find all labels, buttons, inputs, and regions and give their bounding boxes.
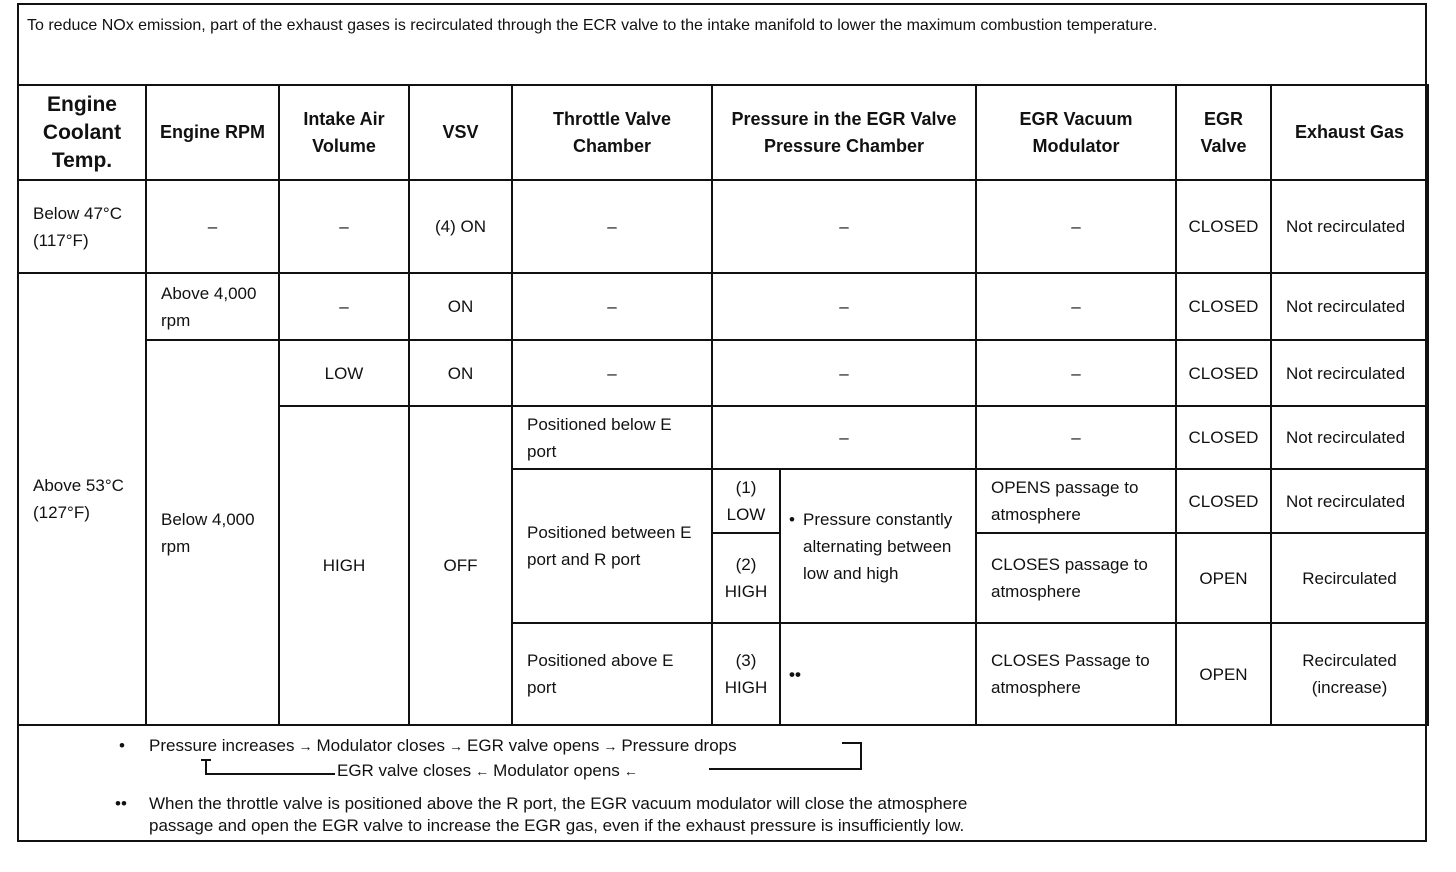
cell-exhaust: Not recirculated <box>1271 340 1428 406</box>
flow-step: EGR valve opens <box>467 736 600 755</box>
flow-step: Pressure drops <box>621 736 737 755</box>
cell-exhaust: Recirculated (increase) <box>1271 623 1428 725</box>
cell-modulator: – <box>976 406 1176 469</box>
bullet-mark: • <box>789 509 795 529</box>
cell-pressure: – <box>712 273 976 340</box>
cell-egr: CLOSED <box>1176 340 1271 406</box>
cell-pressure-note <box>780 469 976 623</box>
cell-modulator: – <box>976 180 1176 273</box>
cell-throttle: – <box>512 273 712 340</box>
header-vsv: VSV <box>409 85 512 180</box>
cell-pressure-code: (1) LOW <box>712 469 780 533</box>
cell-rpm: – <box>146 180 279 273</box>
header-modulator: EGR Vacuum Modulator <box>976 85 1176 180</box>
pressure-note-text: Pressure constantly alternating between low and high <box>803 509 953 583</box>
note2-line1: When the throttle valve is positioned above the R port, the EGR vacuum modulator will close the atmosphere <box>149 794 968 813</box>
cell-egr: CLOSED <box>1176 273 1271 340</box>
arrow-right-icon: → <box>449 738 464 754</box>
cell-throttle: – <box>512 340 712 406</box>
flow-step: EGR valve closes <box>337 761 472 780</box>
cell-pressure: – <box>712 406 976 469</box>
cell-egr: CLOSED <box>1176 180 1271 273</box>
cell-egr: OPEN <box>1176 533 1271 623</box>
cell-air: LOW <box>279 340 409 406</box>
cell-coolant: Below 47°C (117°F) <box>18 180 146 273</box>
flow-step: Modulator opens <box>493 761 620 780</box>
arrow-right-icon: → <box>298 738 313 754</box>
note2-line2: passage and open the EGR valve to increase the EGR gas, even if the exhaust pressure is insufficiently low. <box>149 816 965 835</box>
cell-exhaust: Not recirculated <box>1271 180 1428 273</box>
cell-vsv: (4) ON <box>409 180 512 273</box>
cell-exhaust: Not recirculated <box>1271 273 1428 340</box>
cell-air: – <box>279 180 409 273</box>
header-egr: EGR Valve <box>1176 85 1271 180</box>
cell-modulator: CLOSES passage to atmosphere <box>976 533 1176 623</box>
cell-rpm: Below 4,000 rpm <box>146 340 279 725</box>
table-row <box>18 340 1428 406</box>
header-air: Intake Air Volume <box>279 85 409 180</box>
arrow-left-icon: ← <box>475 763 490 779</box>
header-throttle: Throttle Valve Chamber <box>512 85 712 180</box>
intro-text: To reduce NOx emission, part of the exhaust gases is recirculated through the ECR valve to the intake manifold to lower the maximum combustion temperature. <box>27 17 1158 34</box>
note1-mark: • <box>119 736 125 755</box>
cell-modulator: OPENS passage to atmosphere <box>976 469 1176 533</box>
cell-egr: CLOSED <box>1176 406 1271 469</box>
cell-egr: CLOSED <box>1176 469 1271 533</box>
flow-bottom <box>337 761 642 781</box>
cell-egr: OPEN <box>1176 623 1271 725</box>
document-frame <box>17 3 1427 842</box>
table-row <box>18 273 1428 340</box>
header-rpm: Engine RPM <box>146 85 279 180</box>
flow-step: Pressure increases <box>149 736 295 755</box>
header-coolant: Engine Coolant Temp. <box>18 85 146 180</box>
cell-throttle: Positioned above E port <box>512 623 712 725</box>
cell-modulator: CLOSES Passage to atmosphere <box>976 623 1176 725</box>
cell-rpm: Above 4,000 rpm <box>146 273 279 340</box>
cell-pressure: – <box>712 180 976 273</box>
footnotes <box>19 724 1425 840</box>
cell-pressure-code: (3) HIGH <box>712 623 780 725</box>
table-row <box>18 180 1428 273</box>
cell-modulator: – <box>976 273 1176 340</box>
cell-throttle: Positioned below E port <box>512 406 712 469</box>
cell-air: – <box>279 273 409 340</box>
cell-pressure: – <box>712 340 976 406</box>
arrow-right-icon: → <box>603 738 618 754</box>
cell-throttle: Positioned between E port and R port <box>512 469 712 623</box>
header-exhaust: Exhaust Gas <box>1271 85 1428 180</box>
egr-operation-table <box>17 84 1429 726</box>
cell-vsv: ON <box>409 273 512 340</box>
cell-exhaust: Not recirculated <box>1271 406 1428 469</box>
note2-mark: •• <box>115 794 127 813</box>
cell-pressure-code: (2) HIGH <box>712 533 780 623</box>
header-row <box>18 85 1428 180</box>
cell-vsv: ON <box>409 340 512 406</box>
flow-top <box>149 736 737 756</box>
header-pressure: Pressure in the EGR Valve Pressure Chamber <box>712 85 976 180</box>
cell-exhaust: Recirculated <box>1271 533 1428 623</box>
cell-modulator: – <box>976 340 1176 406</box>
cell-throttle: – <box>512 180 712 273</box>
flow-step: Modulator closes <box>316 736 446 755</box>
arrow-left-icon: ← <box>623 763 638 779</box>
cell-pressure-note: •• <box>780 623 976 725</box>
cell-exhaust: Not recirculated <box>1271 469 1428 533</box>
cell-coolant: Above 53°C (127°F) <box>18 273 146 725</box>
cell-air: HIGH <box>279 406 409 725</box>
cell-vsv: OFF <box>409 406 512 725</box>
